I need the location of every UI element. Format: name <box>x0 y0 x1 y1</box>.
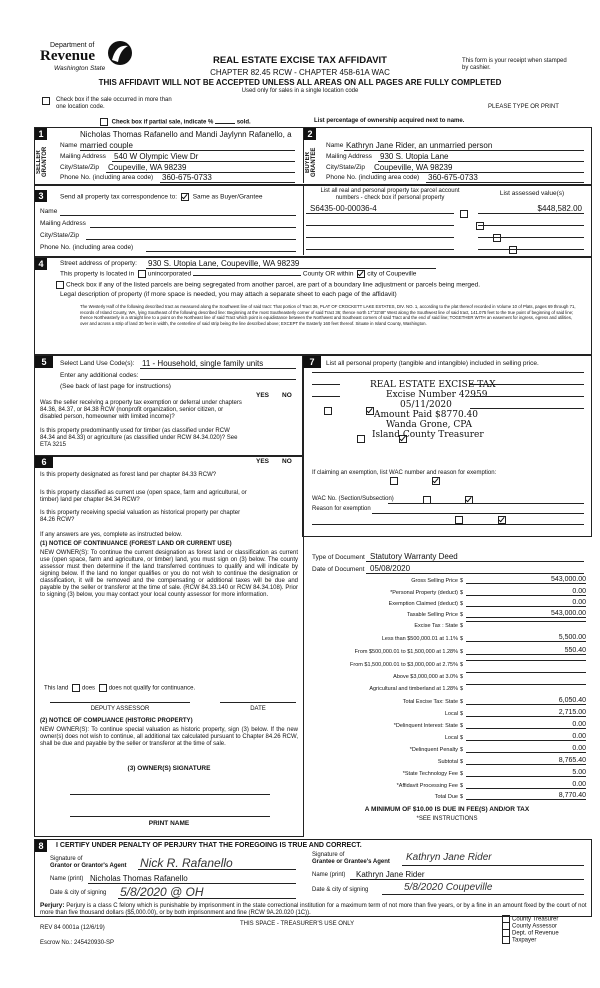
section-4-number: 4 <box>35 258 47 270</box>
calc-value[interactable]: 0.00 <box>466 745 586 753</box>
seller-city-label: City/State/Zip <box>60 164 100 171</box>
seller-phone[interactable]: 360-675-0733 <box>162 173 212 182</box>
calc-row <box>306 781 588 792</box>
land-use-label: Select Land Use Code(s): <box>60 360 135 367</box>
distribution-checks <box>500 915 559 943</box>
logo-state: Washington State <box>54 65 106 72</box>
dollar-sign: $ <box>460 590 464 596</box>
distribution-item: County Assessor <box>500 922 559 929</box>
buyer-name-label: Name <box>326 142 344 149</box>
segregated-checkbox[interactable] <box>56 281 64 289</box>
minimum-due: A MINIMUM OF $10.00 IS DUE IN FEE(S) AND/OR TAX <box>364 806 530 813</box>
calc-value[interactable]: 0.00 <box>466 733 586 741</box>
calc-row <box>306 697 588 708</box>
see-back: (See back of last page for instructions) <box>60 383 171 390</box>
parcel-pp-checkbox[interactable] <box>460 210 468 218</box>
calc-row <box>306 721 588 732</box>
see-instructions: *SEE INSTRUCTIONS <box>416 816 478 822</box>
calc-row <box>306 634 588 645</box>
stamp-line5: Wanda Grone, CPA <box>386 420 472 430</box>
form-title: REAL ESTATE EXCISE TAX AFFIDAVIT <box>212 55 387 66</box>
partial-sale-checkbox[interactable] <box>100 118 108 126</box>
washington-logo-icon <box>106 38 134 68</box>
calc-value[interactable]: 0.00 <box>466 721 586 729</box>
calc-value[interactable]: 8,770.40 <box>466 792 586 800</box>
buyer-city-label: City/State/Zip <box>326 164 366 171</box>
notice-compliance-text: NEW OWNER(S): To continue special valuation as historic property, sign (3) below. If the new owner(s) does not wish to continue, all additional tax calculated pursuant to Chapter 84.26 RCW, shall be due and payable by the seller or transferor at the time of sale. <box>40 727 298 747</box>
calc-label: From $1,500,000.01 to $3,000,000 at 2.75% <box>350 662 458 668</box>
calc-label: From $500,000.01 to $1,500,000 at 1.28% <box>354 649 458 655</box>
dollar-sign: $ <box>460 783 464 789</box>
calc-value[interactable]: 550.40 <box>466 647 586 655</box>
seller-name-label: Name <box>60 142 78 149</box>
sec6-q3: Is this property receiving special valuation as historical property per chapter 84.26 RCW? <box>40 510 241 523</box>
segregated-check: Check box if any of the listed parcels are being segregated from another parcel, are part of a boundary line adjustment or parcels being merged. <box>54 281 480 289</box>
dollar-sign: $ <box>460 649 464 655</box>
calc-value[interactable]: 8,765.40 <box>466 757 586 765</box>
calc-value[interactable]: 0.00 <box>466 781 586 789</box>
legal-label: Legal description of property (if more space is needed, you may attach a separate sheet to each page of the affidavit) <box>60 291 397 298</box>
same-as-buyer-checkbox[interactable] <box>181 193 189 201</box>
calc-row <box>306 684 588 695</box>
dor-logo <box>40 40 135 76</box>
no-header: NO <box>282 392 292 399</box>
exemption-claim-label: If claiming an exemption, list WAC number and reason for exemption: <box>312 470 497 476</box>
distribution-item: Taxpayer <box>500 936 559 943</box>
section-6-number: 6 <box>35 456 53 468</box>
dollar-sign: $ <box>460 662 464 668</box>
form-revision: REV 84 0001a (12/6/19) <box>40 925 105 931</box>
logo-revenue: Revenue <box>40 48 95 64</box>
dollar-sign: $ <box>460 759 464 765</box>
seller-addr-label: Mailing Address <box>60 153 106 160</box>
dollar-sign: $ <box>460 601 464 607</box>
additional-codes: Enter any additional codes: <box>60 372 139 379</box>
calc-row <box>306 576 588 587</box>
dollar-sign: $ <box>460 612 464 618</box>
calc-value[interactable] <box>466 684 586 685</box>
seller-side-label: SELLER GRANTOR <box>36 146 48 178</box>
dollar-sign: $ <box>460 723 464 729</box>
notice-continuance-text: NEW OWNER(S): To continue the current designation as forest land or classification as current use (open space, farm and agriculture, or timber) land, you must sign on (3) below. The county assessor must then determine if the land transferred continues to qualify and will indicate by signing below. If the land no longer qualifies or you do not wish to continue the designation or classification, it will be removed and the compensating or additional taxes will be due and payable by the seller or transferor at the time of sale. (RCW 84.33.140 or RCW 84.34.108). Prior to signing (3) below, you may contact your local county assessor for more information. <box>40 550 298 598</box>
grantor-date-label: Date & city of signing <box>50 890 107 896</box>
calc-label: *Delinquent Penalty <box>409 747 458 753</box>
calc-label: Taxable Selling Price <box>406 612 458 618</box>
logo-dept: Department of <box>50 42 95 49</box>
calc-value[interactable]: 0.00 <box>466 588 586 596</box>
seller-name-line1: Nicholas Thomas Rafanello and Mandi Jaylynn Rafanello, a <box>80 130 292 139</box>
buyer-phone-label: Phone No. (including area code) <box>326 174 420 181</box>
owner-signature-label: (3) OWNER(S) SIGNATURE <box>127 765 211 772</box>
street-label: Street address of property: <box>60 260 137 267</box>
calc-label: Subtotal <box>437 759 458 765</box>
dollar-sign: $ <box>460 674 464 680</box>
grantor-name[interactable]: Nicholas Thomas Rafanello <box>90 874 188 883</box>
calc-value[interactable]: 543,000.00 <box>466 610 586 618</box>
dollar-sign: $ <box>460 623 464 629</box>
form-single-location: Used only for sales in a single location code <box>241 88 359 94</box>
stamp-line2: Excise Number 42959 <box>386 390 488 400</box>
print-name-label: PRINT NAME <box>148 820 190 827</box>
dollar-sign: $ <box>460 747 464 753</box>
calc-value[interactable]: 543,000.00 <box>466 576 586 584</box>
multi-location-checkbox[interactable] <box>42 97 50 105</box>
calc-label: Local <box>444 711 458 717</box>
parcel-head: List all real and personal property tax parcel account numbers - check box if personal property <box>320 188 460 201</box>
calc-label: Excise Tax : State <box>414 623 458 629</box>
stamp-line6: Island County Treasurer <box>372 430 484 440</box>
reason-label: Reason for exemption <box>312 506 371 512</box>
calc-row <box>306 599 588 610</box>
property-location: This property is located in unincorporated County OR within city of Coupeville <box>60 270 417 278</box>
calc-row <box>306 647 588 658</box>
grantee-date[interactable]: 5/8/2020 Coupeville <box>404 882 493 893</box>
sec6-yes-header: YES <box>256 458 270 465</box>
distribution-item: Dept. of Revenue <box>500 929 559 936</box>
dollar-sign: $ <box>460 711 464 717</box>
buyer-addr[interactable]: 930 S. Utopia Lane <box>380 152 449 161</box>
wac-label: WAC No. (Section/Subsection) <box>312 496 394 502</box>
distribution-item: County Treasurer <box>500 915 559 922</box>
calc-row <box>306 757 588 768</box>
dollar-sign: $ <box>460 636 464 642</box>
sec6-q1: Is this property designated as forest land per chapter 84.33 RCW? <box>40 472 217 478</box>
assessed-head: List assessed value(s) <box>499 190 565 197</box>
sec3-addr-label: Mailing Address <box>40 220 86 227</box>
calc-label: Less than $500,000.01 at 1.1% <box>381 636 458 642</box>
calc-value[interactable] <box>466 660 586 661</box>
form-chapter: CHAPTER 82.45 RCW - CHAPTER 458-61A WAC <box>210 68 390 77</box>
sec5-q2: Is this property predominantly used for timber (as classified under RCW 84.34 and 84.33) or agriculture (as classified under RCW 84.34.020)? See ETA 3215 <box>40 428 238 448</box>
calc-label: *Personal Property (deduct) <box>390 590 458 596</box>
grantee-signature[interactable]: Kathryn Jane Rider <box>406 852 492 863</box>
calc-label: *Affidavit Processing Fee <box>396 783 458 789</box>
sec6-q2: Is this property classified as current use (open space, farm and agricultural, or timber) land per chapter 84.34 RCW? <box>40 490 247 503</box>
unincorporated-checkbox[interactable] <box>138 270 146 278</box>
stamp-line1: REAL ESTATE EXCISE TAX <box>370 380 496 390</box>
doc-date-label: Date of Document <box>312 566 365 573</box>
calc-label: Total Due <box>434 794 458 800</box>
dollar-sign: $ <box>460 699 464 705</box>
grantor-date[interactable]: 5/8/2020 @ OH <box>120 885 204 899</box>
calc-row <box>306 660 588 671</box>
calc-row <box>306 588 588 599</box>
does-qualify-checkbox[interactable] <box>72 684 80 692</box>
grantee-print-label: Name (print) <box>312 872 346 878</box>
buyer-city[interactable]: Coupeville, WA 98239 <box>374 163 453 172</box>
section-8-number: 8 <box>35 840 47 852</box>
sec5-q1: Was the seller receiving a property tax exemption or deferral under chapters 84.36, 84.37, or 84.38 RCW (nonprofit organization, senior citizen, or disabled person, homeowner with limited income)? <box>40 400 242 420</box>
section-3-number: 3 <box>35 190 47 202</box>
grantor-print-label: Name (print) <box>50 876 84 882</box>
yes-header: YES <box>256 392 270 399</box>
section-5-number: 5 <box>35 356 53 368</box>
calc-value[interactable] <box>466 672 586 673</box>
grantee-name[interactable]: Kathryn Jane Rider <box>356 870 425 879</box>
land-use-code[interactable]: 11 - Household, single family units <box>142 359 264 368</box>
calc-row <box>306 610 588 621</box>
form-warning: THIS AFFIDAVIT WILL NOT BE ACCEPTED UNLESS ALL AREAS ON ALL PAGES ARE FULLY COMPLETED <box>98 78 502 87</box>
calc-label: Local <box>444 735 458 741</box>
seller-city[interactable]: Coupeville, WA 98239 <box>108 163 187 172</box>
dollar-sign: $ <box>460 578 464 584</box>
pct-ownership-label: List percentage of ownership acquired next to name. <box>314 118 465 124</box>
section-7-number: 7 <box>303 356 321 368</box>
within-city-checkbox[interactable] <box>357 270 365 278</box>
grantee-sig-label: Signature of Grantee or Grantee's Agent <box>312 852 390 865</box>
calc-row <box>306 709 588 720</box>
grantor-sig-label: Signature of Grantor or Grantor's Agent <box>50 856 127 869</box>
sec3-city-label: City/State/Zip <box>40 232 80 239</box>
partial-sale: Check box if partial sale, indicate % sold. <box>98 118 251 127</box>
calc-label: Above $3,000,000 at 3.0% <box>393 674 458 680</box>
seller-addr[interactable]: 540 W Olympic View Dr <box>114 152 199 161</box>
dollar-sign: $ <box>460 735 464 741</box>
legal-description: The Westerly Half of the following described tract as measured along the Southwest line of said tract: That portion of Tract 36, PLAT OF CROCKETT LAKE ESTATES, DIV. NO. 1, according to the plat thereof recorded in Volume 10 of Plats, pages 69 through 71, records of Island County, WA, lying Southeast of the following described line: Beginning at the most Southeasterly corner of said Tract 36; thence north 17°32'48" West along the Southwest line of said tract, 141.075 feet to the true point of beginning of said line; thence Northeasterly in a straight line to a point on the Northeast line of said Tract which point is equidistance between the Northwest and Southeast corners of said Tract and the end of said line; TOGETHER WITH an easement for ingress, egress and utilities, over and across a strip of land 30 feet in width, the centerline of said strip being the line described above; EXCEPT the Easterly 160 feet thereof. Situate in Island County, Washington. <box>80 304 576 326</box>
calc-value[interactable]: 6,050.40 <box>466 697 586 705</box>
perjury-notice: Perjury: Perjury is a class C felony which is punishable by imprisonment in the state correctional institution for a maximum term of not more than five years, or by a fine in an amount fixed by the court of not more than five thousand dollars ($5,000.00), or by both imprisonment and fine (RCW 9A.20.020 (1C)). <box>40 902 587 916</box>
sec6-if-yes: If any answers are yes, complete as instructed below. <box>40 532 183 538</box>
personal-property-label: List all personal property (tangible and intangible) included in selling price. <box>326 360 539 367</box>
notice-continuance-head: (1) NOTICE OF CONTINUANCE (FOREST LAND OR CURRENT USE) <box>40 541 232 547</box>
seller-name-line2[interactable]: married couple <box>80 141 133 150</box>
deputy-date-label: DATE <box>250 706 266 712</box>
sec3-name-label: Name <box>40 208 58 215</box>
calc-label: Total Excise Tax: State <box>402 699 458 705</box>
receipt-note: This form is your receipt when stamped by cashier. <box>462 58 567 71</box>
calc-label: Agricultural and timberland at 1.28% <box>369 686 458 692</box>
calc-label: *Delinquent Interest: State <box>393 723 458 729</box>
calc-row <box>306 621 588 632</box>
escrow-number: Escrow No.: 245420930-SP <box>40 940 115 946</box>
doc-type-label: Type of Document <box>312 554 365 561</box>
calc-value[interactable]: 5,500.00 <box>466 634 586 642</box>
parcel-number[interactable]: S6435-00-00036-4 <box>310 204 377 213</box>
sec6-no-header: NO <box>282 458 292 465</box>
buyer-phone[interactable]: 360-675-0733 <box>428 173 478 182</box>
does-not-qualify-checkbox[interactable] <box>99 684 107 692</box>
calc-value[interactable] <box>466 621 586 622</box>
excise-tax-stamp <box>340 380 520 440</box>
sec3-phone-label: Phone No. (including area code) <box>40 244 134 251</box>
treasurer-use-only: THIS SPACE - TREASURER'S USE ONLY <box>240 921 355 927</box>
dollar-sign: $ <box>460 686 464 692</box>
calc-label: *State Technology Fee <box>402 771 458 777</box>
grantee-date-label: Date & city of signing <box>312 887 369 893</box>
assessed-value[interactable]: $448,582.00 <box>537 204 582 213</box>
buyer-addr-label: Mailing Address <box>326 153 372 160</box>
stamp-line3: 05/11/2020 <box>400 400 452 410</box>
stamp-line4: Amount Paid $8770.40 <box>374 410 478 420</box>
doc-type[interactable]: Statutory Warranty Deed <box>370 552 458 561</box>
send-correspondence: Send all property tax correspondence to: Same as Buyer/Grantee <box>60 193 263 201</box>
buyer-side-label: BUYER GRANTEE <box>305 147 317 177</box>
buyer-name[interactable]: Kathryn Jane Rider, an unmarried person <box>346 141 493 150</box>
calc-row <box>306 792 588 803</box>
deputy-assessor-label: DEPUTY ASSESSOR <box>90 706 150 712</box>
this-land-qualify: This land does does not qualify for continuance. <box>44 685 196 692</box>
calc-row <box>306 769 588 780</box>
section-2-number: 2 <box>304 128 316 140</box>
calc-row <box>306 745 588 756</box>
dollar-sign: $ <box>460 794 464 800</box>
doc-date[interactable]: 05/08/2020 <box>370 564 411 573</box>
please-type: PLEASE TYPE OR PRINT <box>488 104 559 110</box>
calc-value[interactable]: 0.00 <box>466 599 586 607</box>
calc-label: Gross Selling Price <box>411 578 458 584</box>
street-address[interactable]: 930 S. Utopia Lane, Coupeville, WA 98239 <box>148 259 300 268</box>
grantor-signature[interactable]: Nick R. Rafanello <box>140 856 233 870</box>
calc-value[interactable]: 2,715.00 <box>466 709 586 717</box>
calc-row <box>306 733 588 744</box>
certify-statement: I CERTIFY UNDER PENALTY OF PERJURY THAT THE FOREGOING IS TRUE AND CORRECT. <box>56 842 362 849</box>
section-1-number: 1 <box>35 128 47 140</box>
seller-phone-label: Phone No. (including area code) <box>60 174 154 181</box>
calc-label: Exemption Claimed (deduct) <box>388 601 458 607</box>
calc-value[interactable]: 5.00 <box>466 769 586 777</box>
notice-compliance-head: (2) NOTICE OF COMPLIANCE (HISTORIC PROPERTY) <box>40 718 193 724</box>
calc-row <box>306 672 588 683</box>
dollar-sign: $ <box>460 771 464 777</box>
